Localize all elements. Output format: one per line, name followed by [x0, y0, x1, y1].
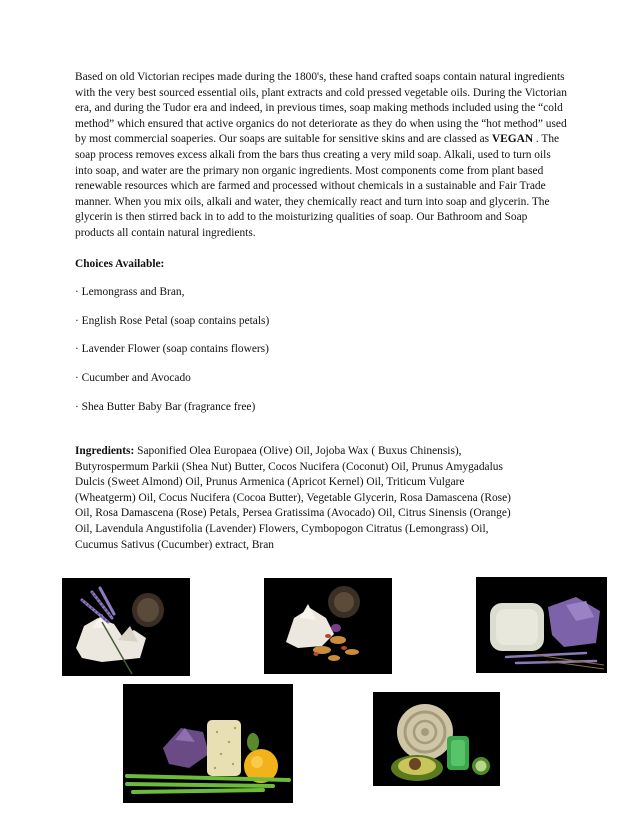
intro-text-after: . The soap process removes excess alkali from the bars thus creating a very mild soap. Alkali, used to turn oils into soap, and water are the primary non organic ingredients. Most components come from plant based renewable resources which are farmed and processed without chemicals in a sustainable and Fair Trade manner. When you mix oils, alkali and water, they chemically react and turn into soap and glycerin. The glycerin is then stirred back in to add to the moisturizing qualities of soap. Our Bathroom and Soap products all contain natural ingredients.	[75, 133, 560, 239]
photo-shea-lavender-soap	[476, 577, 607, 673]
choice-item-lemongrass: · Lemongrass and Bran,	[75, 286, 185, 299]
ingredients-line: Oil, Lavendula Angustifolia (Lavender) Flowers, Cymbopogon Citratus (Lemongrass) Oil,	[75, 523, 489, 536]
ingredients-line: Butyrospermum Parkii (Shea Nut) Butter, Cocos Nucifera (Coconut) Oil, Prunus Amygadalus	[75, 460, 503, 473]
ingredients-line: Oil, Rosa Damascena (Rose) Petals, Persea Gratissima (Avocado) Oil, Citrus Sinensis (Orange)	[75, 507, 511, 520]
photo-lemongrass-bran-soap	[123, 684, 293, 803]
choice-item-cucumber: · Cucumber and Avocado	[75, 371, 191, 384]
ingredients-paragraph	[75, 444, 568, 553]
ingredients-label: Ingredients:	[75, 445, 135, 458]
vegan-label: VEGAN	[491, 133, 534, 146]
ingredients-line: (Wheatgerm) Oil, Cocus Nucifera (Cocoa Butter), Vegetable Glycerin, Rosa Damascena (Rose)	[75, 491, 511, 504]
document-body	[75, 70, 568, 553]
ingredients-line: Saponified Olea Europaea (Olive) Oil, Jojoba Wax ( Buxus Chinensis),	[134, 445, 462, 458]
choice-item-lavender: · Lavender Flower (soap contains flowers)	[75, 343, 269, 356]
photo-lavender-crystal-soap	[62, 578, 190, 676]
photo-cucumber-avocado-soap	[373, 692, 500, 786]
intro-text-before: Based on old Victorian recipes made during the 1800's, these hand crafted soaps contain natural ingredients with the very best sourced essential oils, plant extracts and cold pressed vegetable oils. During the Victorian era, and during the Tudor era and indeed, in previous times, soap making methods included using the “cold method” which ensured that active organics do not deteriorate as they do when using the “hot method” used by most commercial soaperies. Our soaps are suitable for sensitive skins and are classed as	[75, 71, 567, 146]
choices-heading: Choices Available:	[75, 257, 165, 270]
intro-paragraph	[75, 70, 568, 242]
photo-rose-petal-soap	[264, 578, 392, 674]
ingredients-line: Dulcis (Sweet Almond) Oil, Prunus Armenica (Apricot Kernel) Oil, Triticum Vulgare	[75, 476, 465, 489]
choice-item-rose: · English Rose Petal (soap contains petals)	[75, 314, 270, 327]
choice-item-shea: · Shea Butter Baby Bar (fragrance free)	[75, 400, 256, 413]
ingredients-line: Cucumus Sativus (Cucumber) extract, Bran	[75, 538, 274, 551]
